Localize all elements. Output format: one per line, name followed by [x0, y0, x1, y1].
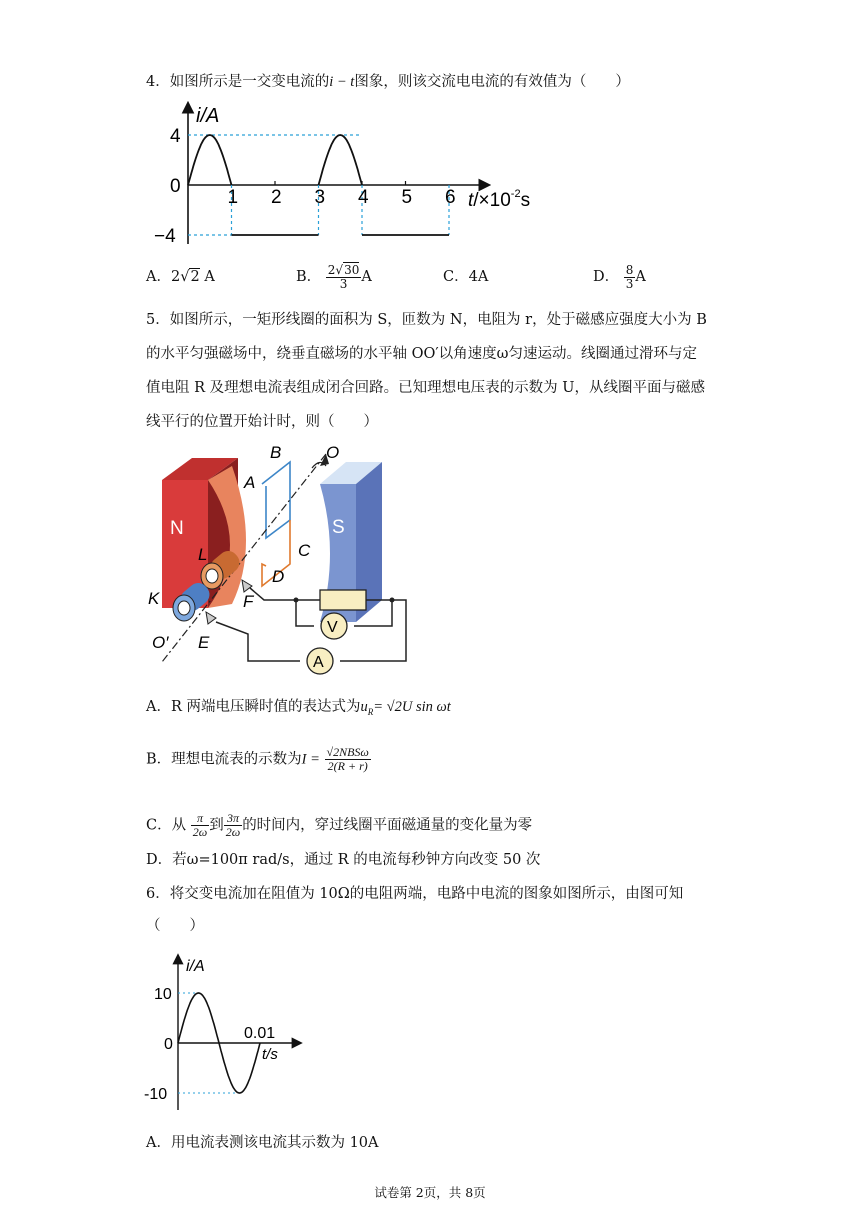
q6-line2: （ ）: [146, 918, 204, 934]
svg-text:B: B: [270, 443, 282, 462]
q4-xtick-5: 5: [401, 187, 413, 208]
q4-options: [146, 262, 706, 292]
q6-xlabel: t/s: [262, 1046, 278, 1063]
q4-xtick-1: 1: [227, 187, 239, 208]
svg-text:A: A: [313, 654, 324, 671]
svg-text:D: D: [272, 567, 285, 586]
svg-text:N: N: [170, 518, 184, 539]
q4-stem: 4．如图所示是一交变电流的i − t图象，则该交流电电流的有效值为（ ）: [146, 74, 630, 90]
q4-ylabel: i/A: [196, 105, 220, 127]
svg-text:S: S: [332, 517, 345, 538]
svg-text:E: E: [198, 633, 210, 652]
q4-ytick-2: −4: [154, 226, 176, 247]
q6-ylabel: i/A: [186, 958, 205, 975]
coil-blue: [262, 462, 290, 538]
q6-line1: 6．将交变电流加在阻值为 10Ω的电阻两端，电路中电流的图象如图所示，由图可知: [146, 886, 684, 902]
q5-generator-diagram: [140, 436, 430, 676]
page-footer: 试卷第 2页，共 8页: [374, 1185, 486, 1200]
q4-option-a[interactable]: A．2√2 A: [146, 269, 215, 285]
q6-ytick-0: 10: [154, 986, 172, 1003]
q6-option-a[interactable]: A．用电流表测该电流其示数为 10A: [146, 1135, 379, 1151]
svg-text:C: C: [298, 541, 311, 560]
resistor-R: [320, 590, 366, 610]
svg-text:K: K: [148, 589, 160, 608]
q6-xtick: 0.01: [244, 1025, 276, 1042]
q5-option-b[interactable]: B．理想电流表的示数为I = $\frac{\text{√2NBSω}}{2(R + r)}$: [146, 745, 369, 773]
svg-text:L: L: [198, 545, 208, 564]
q4-xtick-3: 3: [314, 187, 326, 208]
q4-xlabel: $t/\times 10^{-2}s$: [468, 188, 531, 211]
q4-xtick-2: 2: [271, 187, 282, 208]
q4-option-b[interactable]: B． $\frac{2√30}{3}$ A: [296, 262, 372, 291]
q4-xtick-4: 4: [358, 187, 369, 208]
q5-line4: 线平行的位置开始计时，则（ ）: [146, 414, 378, 430]
q4-xtick-6: 6: [445, 187, 456, 208]
q4-ytick-0: 4: [170, 126, 181, 147]
q6-ytick-2: -10: [144, 1086, 168, 1103]
q5-option-c[interactable]: C．从 $\frac{\pi}{2\omega}$ 到 $\frac{3\pi}{2\omega}$ 的时间内，穿过线圈平面磁通量的变化量为零: [146, 811, 533, 839]
svg-text:V: V: [327, 619, 338, 636]
q4-ytick-1: 0: [170, 176, 181, 197]
q4-current-chart: [150, 98, 550, 250]
svg-text:F: F: [243, 592, 254, 611]
q5-line1: 5．如图所示，一矩形线圈的面积为 S，匝数为 N，电阻为 r，处于磁感应强度大小为 B: [146, 312, 707, 328]
q6-ytick-1: 0: [164, 1036, 173, 1053]
svg-text:A: A: [244, 473, 256, 492]
svg-text:O′: O′: [152, 633, 169, 652]
q5-line2: 的水平匀强磁场中，绕垂直磁场的水平轴 OO′以角速度ω匀速运动。线圈通过滑环与定: [146, 346, 697, 362]
q5-option-d[interactable]: D．若ω=100π rad/s，通过 R 的电流每秒钟方向改变 50 次: [146, 852, 541, 868]
q5-option-a[interactable]: A．R 两端电压瞬时值的表达式为$u_R= √2U$ sin ωt: [146, 699, 451, 717]
q4-option-d[interactable]: D． $\frac{8}{3}$ A: [593, 262, 646, 291]
q4-option-c[interactable]: C．4A: [443, 269, 489, 285]
q5-line3: 值电阻 R 及理想电流表组成闭合回路。已知理想电压表的示数为 U，从线圈平面与磁感: [146, 380, 705, 396]
q6-current-chart: [140, 952, 330, 1114]
svg-text:O: O: [326, 443, 340, 462]
